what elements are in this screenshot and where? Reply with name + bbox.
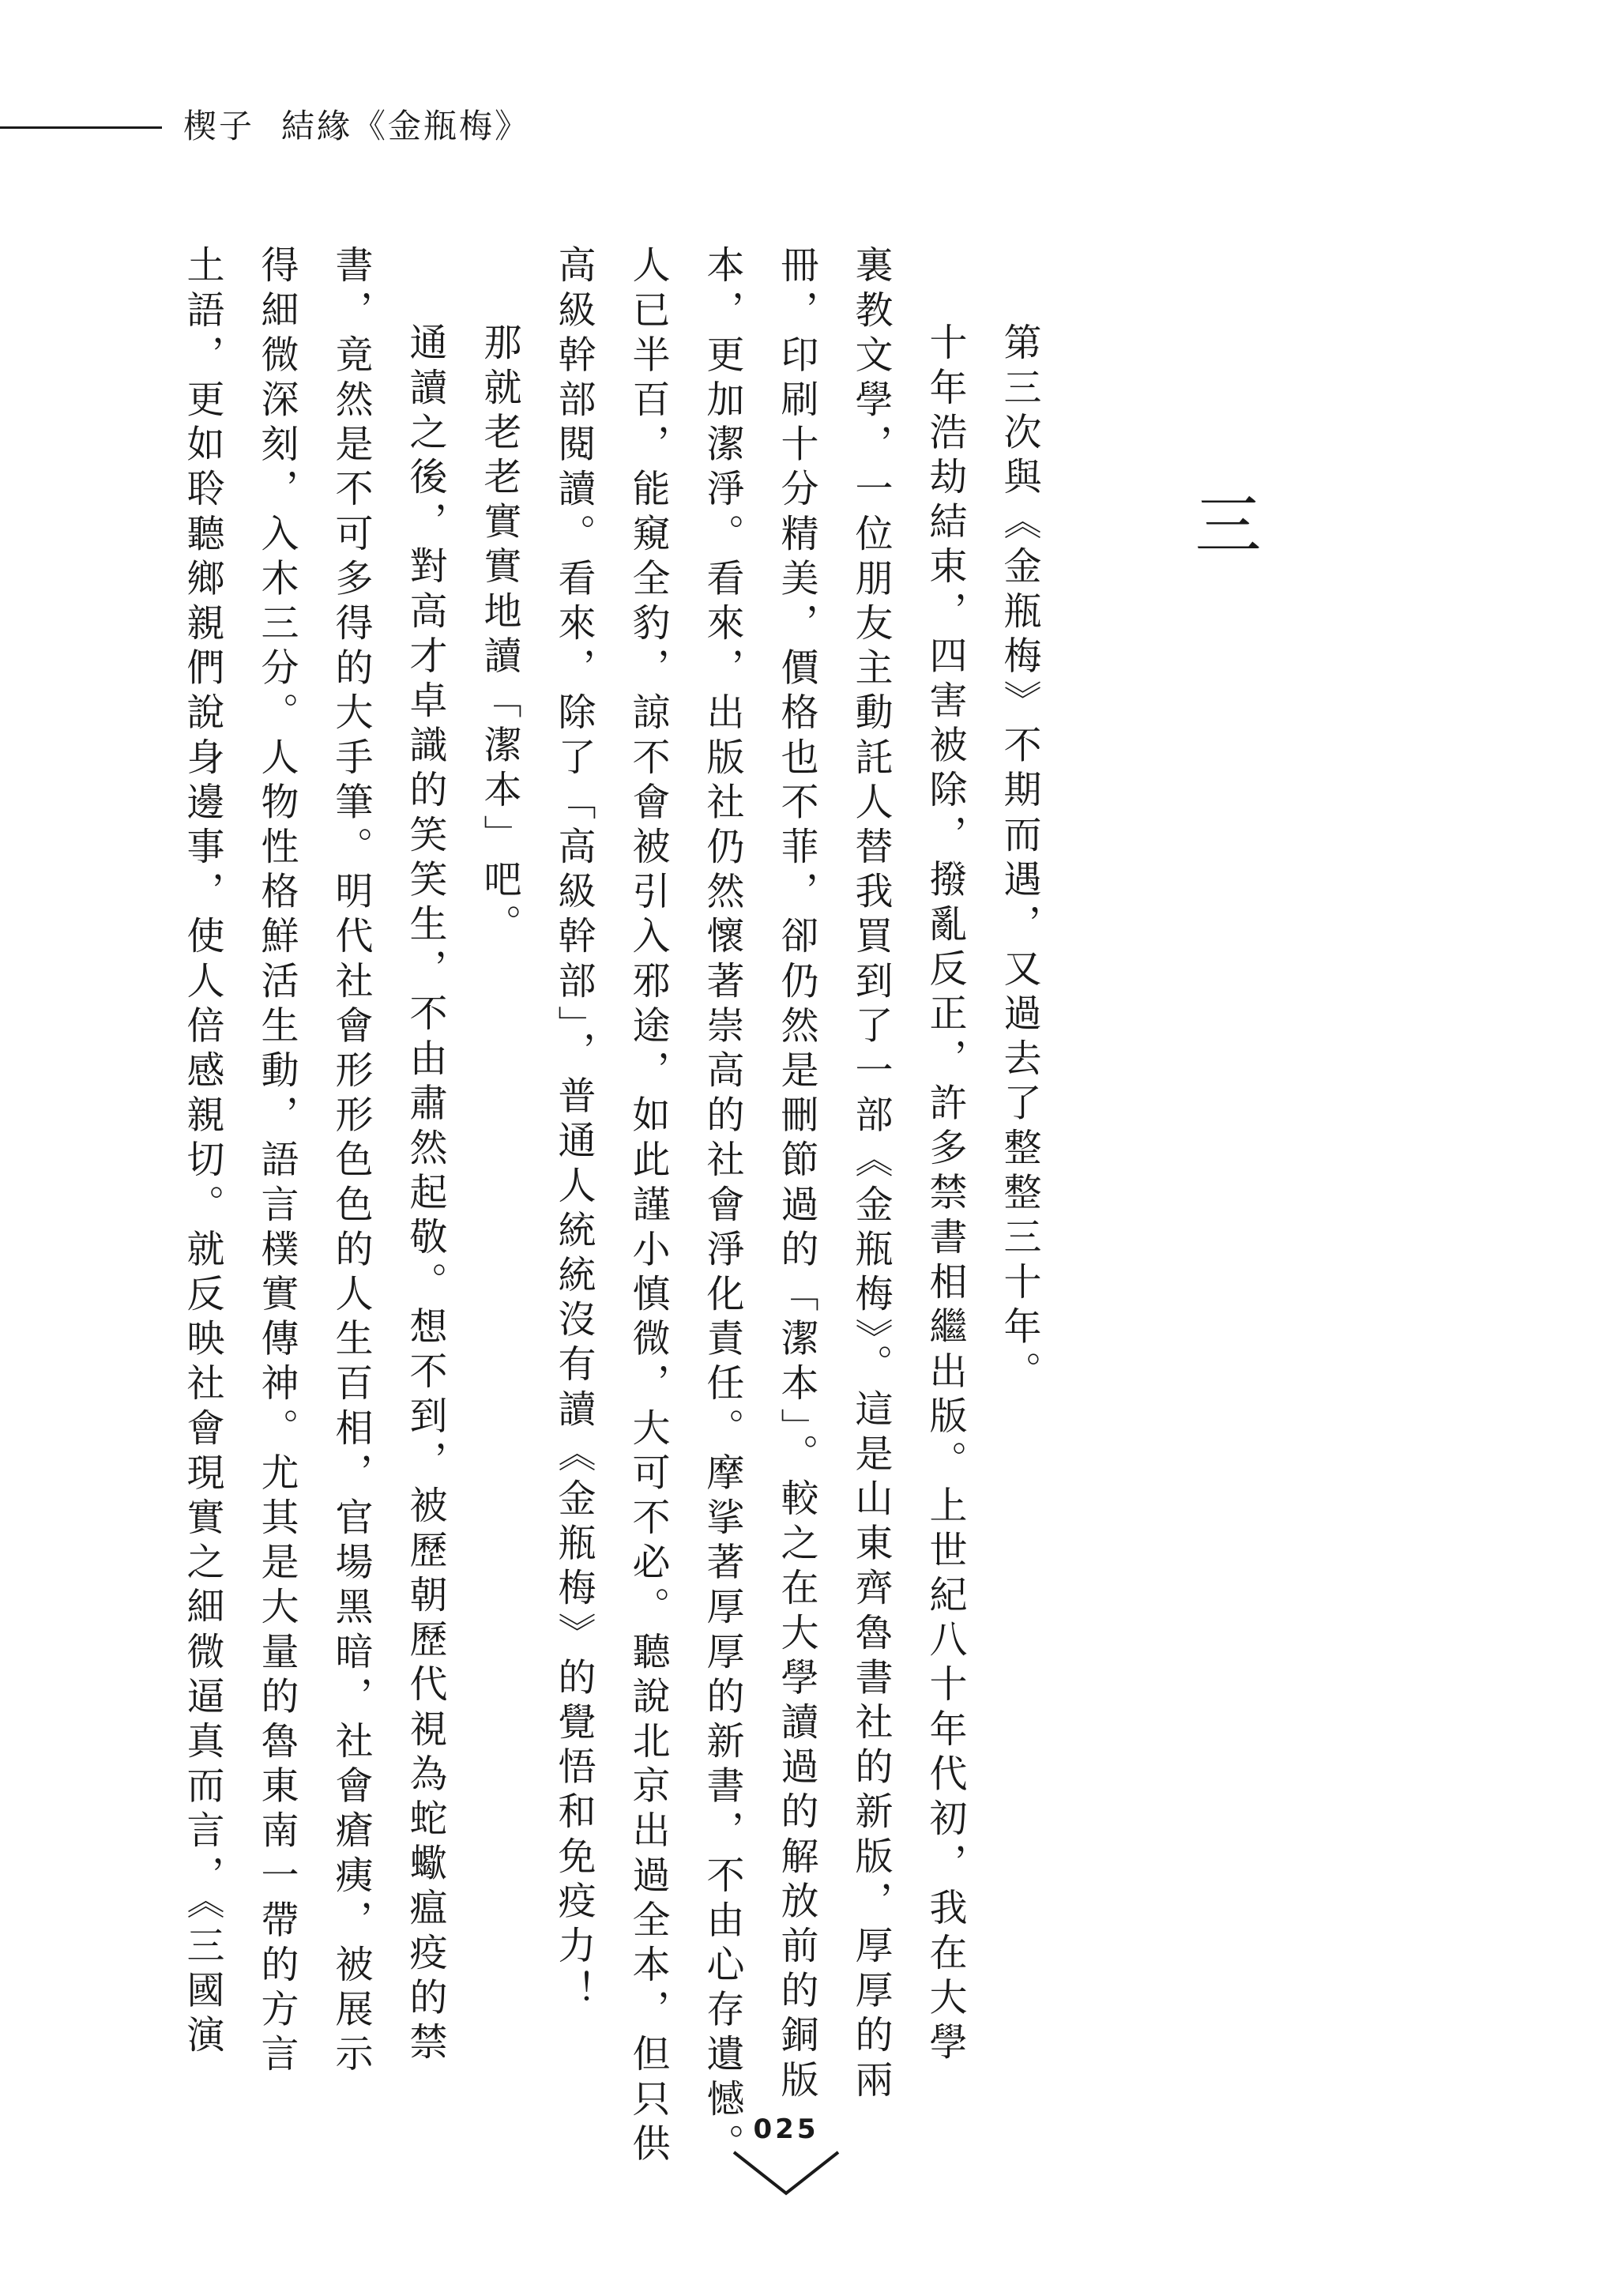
text-column: 得細微深刻，入木三分。人物性格鮮活生動，語言樸實傳神。尤其是大量的魯東南一帶的方言 — [254, 245, 299, 2079]
page-chevron-icon — [731, 2149, 841, 2196]
text-column: 通讀之後，對高才卓識的笑笑生，不由肅然起敬。想不到，被歷朝歷代視為蛇蠍瘟疫的禁 — [403, 322, 447, 2067]
header-rule — [0, 126, 162, 129]
text-column: 高級幹部閱讀。看來，除了「高級幹部」，普通人統統沒有讀《金瓶梅》的覺悟和免疫力！ — [551, 245, 596, 2015]
header-title: 結緣《金瓶梅》 — [281, 107, 531, 145]
text-column: 土語，更如聆聽鄉親們說身邊事，使人倍感親切。就反映社會現實之細微逼真而言，《三國演 — [180, 245, 224, 2060]
text-column: 書，竟然是不可多得的大手筆。明代社會形形色色的人生百相，官場黑暗，社會瘡痍，被展示 — [329, 245, 373, 2079]
text-column: 十年浩劫結束，四害被除，撥亂反正，許多禁書相繼出版。上世紀八十年代初，我在大學 — [923, 322, 967, 2067]
page-number: 025 — [753, 2113, 819, 2145]
text-column: 第三次與《金瓶梅》不期而遇，又過去了整整三十年。 — [997, 322, 1041, 1396]
text-column: 那就老老實實地讀「潔本」吧。 — [477, 322, 521, 949]
section-numeral: 三 — [1184, 490, 1262, 556]
header-chapter: 楔子 — [183, 107, 255, 145]
text-column: 冊，印刷十分精美，價格也不菲，卻仍然是刪節過的「潔本」。較之在大學讀過的解放前的銅版 — [774, 245, 818, 2105]
running-header — [183, 104, 530, 149]
text-column: 裏教文學，一位朋友主動託人替我買到了一部《金瓶梅》。這是山東齊魯書社的新版，厚厚的兩 — [849, 245, 893, 2105]
text-column: 人已半百，能窺全豹，諒不會被引入邪途，如此謹小慎微，大可不必。聽說北京出過全本，但只供 — [626, 245, 670, 2168]
text-column: 本，更加潔淨。看來，出版社仍然懷著崇高的社會淨化責任。摩挲著厚厚的新書，不由心存遺憾。 — [700, 245, 744, 2168]
